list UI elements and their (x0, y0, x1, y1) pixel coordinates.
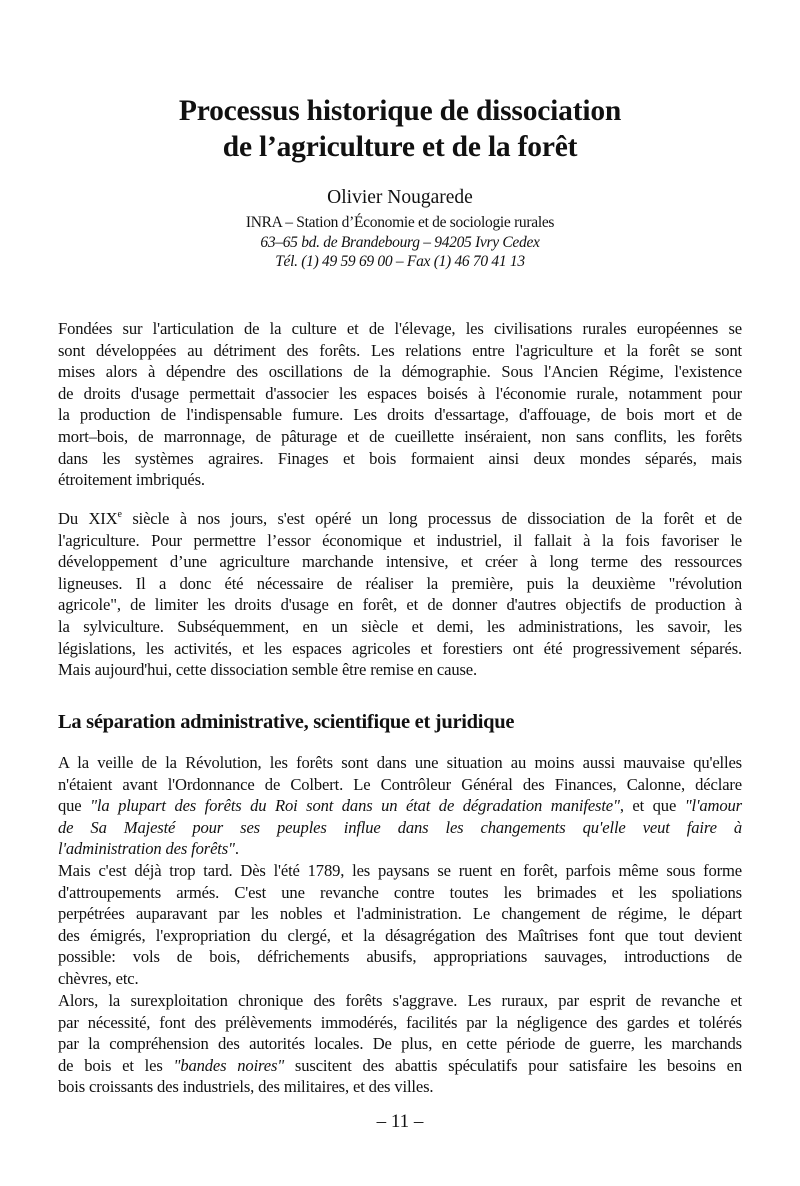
text-line: Mais c'est déjà trop tard. Dès l'été 1789, les paysans se ruent en forêt, parfois même sous forme (58, 861, 742, 880)
title-line-2: de l’agriculture et de la forêt (222, 131, 578, 163)
superscript: e (117, 509, 122, 520)
text-line: législations, les activités, et les espaces agricoles et forestiers ont été progressivement séparés. (58, 638, 742, 658)
text-line: des émigrés, l'expropriation du clergé, et la désagrégation des Maîtrises font que tout devient (58, 925, 742, 945)
text-line (58, 795, 742, 817)
text-line: Alors, la surexploitation chronique des forêts s'aggrave. Les ruraux, par esprit de revanche et (58, 991, 742, 1010)
institution: INRA – Station d’Économie et de sociologie rurales (245, 214, 555, 231)
quotation: "la plupart des forêts du Roi sont dans un état de dégradation manifeste" (90, 796, 620, 816)
text-line: d'attroupements armés. C'est une revanche contre toutes les brimades et les spoliations (58, 882, 742, 902)
text-line: étroitement imbriqués. (58, 470, 205, 490)
text-line: bois croissants des industriels, des militaires, et des villes. (58, 1077, 434, 1097)
section-paragraph-1 (58, 752, 742, 860)
text-line: par nécessité, font des prélèvements immodérés, facilités par la négligence des gardes et tolérés (58, 1012, 742, 1032)
line-rest: siècle à nos jours, s'est opéré un long processus de dissociation de la forêt et de (121, 509, 742, 528)
text-line: mises alors à dépendre des oscillations de la démographie. Sous l'Ancien Régime, l'existence (58, 362, 742, 382)
century-text: Du XIX (58, 509, 118, 528)
section-heading: La séparation administrative, scientifique et juridique (58, 711, 515, 733)
abstract-paragraph-1 (58, 318, 742, 491)
title-line-1: Processus historique de dissociation (178, 95, 622, 127)
quotation: l'administration des forêts" (58, 839, 235, 859)
text-run: . (234, 839, 239, 859)
abstract-paragraph-2 (58, 508, 742, 681)
text-line: développement d’une agriculture marchande intensive, et créer à long terme des ressources (58, 552, 742, 572)
quotation: "l'amour (684, 796, 742, 816)
text-line: perpétrées auparavant par les nobles et l'administration. Le changement de régime, le départ (58, 904, 742, 924)
text-line: chèvres, etc. (58, 968, 139, 988)
text-run: , et que (619, 796, 685, 816)
text-run: de bois et les (58, 1055, 174, 1075)
author-name: Olivier Nougarede (327, 187, 473, 208)
text-line: A la veille de la Révolution, les forêts sont dans une situation au moins aussi mauvaise qu'elles (58, 753, 742, 772)
text-line: mort–bois, de marronnage, de pâturage et de cueillette inséraient, non sans conflits, les forêts (58, 426, 742, 446)
section-paragraph-3 (58, 990, 742, 1098)
text-line: par la compréhension des autorités locales. De plus, en cette période de guerre, les marchands (58, 1034, 742, 1054)
text-line: la sylviculture. Subséquemment, en un siècle et demi, les administrations, les savoir, les (58, 616, 742, 636)
text-line: ligneuses. Il a donc été nécessaire de réaliser la première, puis la deuxième "révolution (58, 573, 742, 593)
text-line: sont développées au détriment des forêts. Les relations entre l'agriculture et la forêt se sont (58, 340, 742, 360)
text-line: la production de l'indispensable fumure. Les droits d'essartage, d'affouage, de bois mort et de (58, 405, 742, 425)
text-line: n'étaient avant l'Ordonnance de Colbert. Le Contrôleur Général des Finances, Calonne, déclare (58, 774, 742, 794)
section-paragraph-2 (58, 860, 742, 990)
text-run: suscitent des abattis spéculatifs pour satisfaire les besoins en (284, 1055, 743, 1075)
text-line: l'agriculture. Pour permettre l’essor économique et industriel, il fallait à la fois favoriser le (58, 530, 742, 550)
text-line (58, 508, 742, 530)
article-title (0, 93, 800, 165)
text-line: agricole", de limiter les droits d'usage en forêt, et de donner d'autres objectifs de production à (58, 595, 742, 615)
text-line: Fondées sur l'articulation de la culture et de l'élevage, les civilisations rurales européennes se (58, 319, 742, 338)
quotation: de Sa Majesté pour ses peuples influe dans les changements qu'elle veut faire à (58, 817, 742, 837)
quotation: "bandes noires" (173, 1055, 285, 1075)
text-line: Mais aujourd'hui, cette dissociation semble être remise en cause. (58, 660, 478, 680)
text-line (58, 817, 742, 839)
author-affiliation (0, 213, 800, 272)
text-run: que (58, 796, 91, 816)
text-line: de droits d'usage permettait d'associer les espaces boisés à l'économie rurale, notamment pour (58, 383, 742, 403)
text-line (58, 1055, 742, 1077)
text-line: dans les systèmes agraires. Finages et bois formaient ainsi deux mondes séparés, mais (58, 448, 742, 468)
text-line (58, 838, 742, 860)
address: 63–65 bd. de Brandebourg – 94205 Ivry Cedex (260, 233, 540, 251)
phone-fax: Tél. (1) 49 59 69 00 – Fax (1) 46 70 41 13 (275, 253, 525, 270)
text-line: possible: vols de bois, défrichements abusifs, appropriations sauvages, introductions de (58, 947, 742, 967)
page-number: – 11 – (376, 1111, 424, 1132)
